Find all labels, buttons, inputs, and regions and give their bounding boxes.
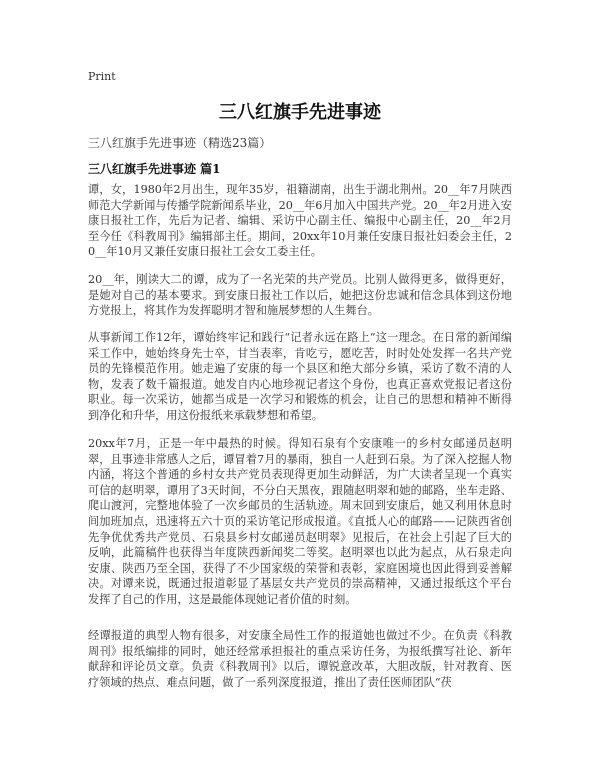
paragraph-5: 经谭报道的典型人物有很多，对安康全局性工作的报道她也做过不少。在负责《科教周刊》报纸编排的同时，她还经常承担报社的重点采访任务，为报纸撰写社论、新年献辞和评论员文章。负责《科教周刊》以后，谭锐意改革，大胆改版，针对教育、医疗领域的热点、难点问题，做了一系列深度报道，推出了责任医师团队“茯 — [88, 629, 512, 689]
paragraph-3: 从事新闻工作12年，谭始终牢记和践行“记者永远在路上”这一理念。在日常的新闻编采工作中，她始终身先士卒，甘当表率，肯吃亏，愿吃苦，时时处处发挥一名共产党员的先锋模范作用。她走遍了安康的每一个县区和绝大部分乡镇，采访了数不清的人物，发表了数千篇报道。她发自内心地珍视记者这个身份，也真正喜欢党报记者这份职业。每一次采访，她都当成是一次学习和锻炼的机会，让自己的思想和精神不断得到净化和升华，用这份报纸来承载梦想和希望。 — [88, 331, 512, 422]
paragraph-4: 20xx年7月，正是一年中最热的时候。得知石泉有个安康唯一的乡村女邮递员赵明翠，且事迹非常感人之后，谭冒着7月的暴雨，独自一人赶到石泉。为了深入挖掘人物内涵，将这个普通的乡村女共产党员表现得更加生动鲜活，为广大读者呈现一个真实可信的赵明翠，谭用了3天时间，不分白天黑夜，跟随赵明翠和她的邮路，坐车走路、爬山渡河，完整地体验了一次乡邮员的生活轨迹。周末回到安康后，她又利用休息时间加班加点，迅速将五六十页的采访笔记形成报道。《直抵人心的邮路——记陕西省创先争优优秀共产党员、石泉县乡村女邮递员赵明翠》见报后，在社会上引起了巨大的反响，此篇稿件也获得当年度陕西新闻奖二等奖。赵明翠也以此为起点，从石泉走向安康、陕西乃至全国，获得了不少国家级的荣誉和表彰，家庭困境也因此得到妥善解决。对谭来说，既通过报道彰显了基层女共产党员的崇高精神，又通过报纸这个平台发挥了自己的作用，这是最能体现她记者价值的时刻。 — [88, 437, 512, 606]
document-subtitle: 三八红旗手先进事迹（精选23篇） — [88, 136, 272, 150]
section-heading: 三八红旗手先进事迹 篇1 — [88, 162, 221, 176]
print-label[interactable]: Print — [88, 70, 116, 83]
paragraph-1: 谭，女，1980年2月出生，现年35岁，祖籍湖南，出生于湖北荆州。20__年7月陕西师范大学新闻与传播学院新闻系毕业，20__年6月加入中国共产党。20__年2月进入安康日报社工作，先后为记者、编辑、采访中心副主任、编报中心副主任，20__年2月至今任《科教周刊》编辑部主任。期间，20xx年10月兼任安康日报社妇委会主任，20__年10月又兼任安康日报社工会女工委主任。 — [88, 183, 512, 259]
page-title: 三八红旗手先进事迹 — [219, 102, 381, 123]
paragraph-2: 20__年，刚读大二的谭，成为了一名光荣的共产党员。比别人做得更多，做得更好，是她对自己的基本要求。到安康日报社工作以后，她把这份忠诚和信念具体到这份地方党报上，将其作为发挥聪明才智和施展梦想的人生舞台。 — [88, 273, 512, 318]
